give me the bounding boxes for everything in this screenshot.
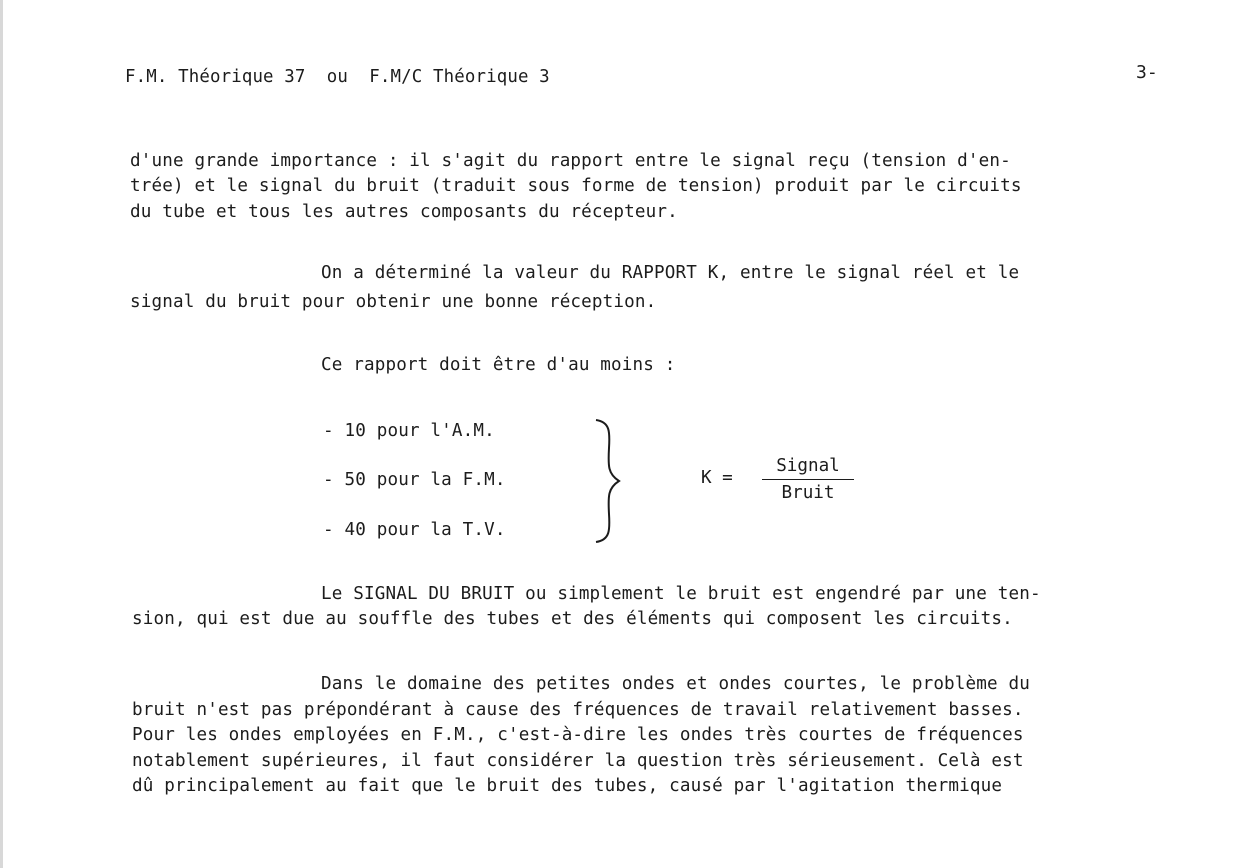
paragraph-line: sion, qui est due au souffle des tubes et des éléments qui composent les circuits. xyxy=(132,609,1013,629)
ratio-item-tv: - 40 pour la T.V. xyxy=(323,520,506,540)
page-header-title: F.M. Théorique 37 ou F.M/C Théorique 3 xyxy=(125,67,550,87)
ratio-item-fm: - 50 pour la F.M. xyxy=(323,470,506,490)
paragraph-line: dû principalement au fait que le bruit des tubes, causé par l'agitation thermique xyxy=(132,776,1003,796)
ratio-item-am: - 10 pour l'A.M. xyxy=(323,421,495,441)
formula-denominator: Bruit xyxy=(781,483,835,503)
paragraph-line: trée) et le signal du bruit (traduit sous forme de tension) produit par le circuits xyxy=(130,176,1022,196)
paragraph-line: notablement supérieures, il faut considérer la question très sérieusement. Celà est xyxy=(132,751,1024,771)
curly-brace xyxy=(592,418,624,544)
formula-fraction xyxy=(760,455,856,504)
paragraph-3: Ce rapport doit être d'au moins : xyxy=(321,355,676,375)
scan-edge-mark xyxy=(0,0,3,868)
formula-numerator: Signal xyxy=(776,456,840,476)
paragraph-line: du tube et tous les autres composants du récepteur. xyxy=(130,202,678,222)
page-number: 3- xyxy=(1136,62,1158,83)
paragraph-line: bruit n'est pas prépondérant à cause des fréquences de travail relativement basses. xyxy=(132,700,1024,720)
paragraph-line: Pour les ondes employées en F.M., c'est-à-dire les ondes très courtes de fréquences xyxy=(132,725,1024,745)
fraction-bar xyxy=(762,479,854,480)
formula-k-label: K = xyxy=(701,468,733,488)
paragraph-line: signal du bruit pour obtenir une bonne réception. xyxy=(130,292,657,312)
paragraph-line: d'une grande importance : il s'agit du rapport entre le signal reçu (tension d'en- xyxy=(130,151,1011,171)
paragraph-line: Le SIGNAL DU BRUIT ou simplement le bruit est engendré par une ten- xyxy=(321,584,1041,604)
paragraph-line: On a déterminé la valeur du RAPPORT K, entre le signal réel et le xyxy=(321,263,1020,283)
paragraph-line: Dans le domaine des petites ondes et ondes courtes, le problème du xyxy=(321,674,1030,694)
